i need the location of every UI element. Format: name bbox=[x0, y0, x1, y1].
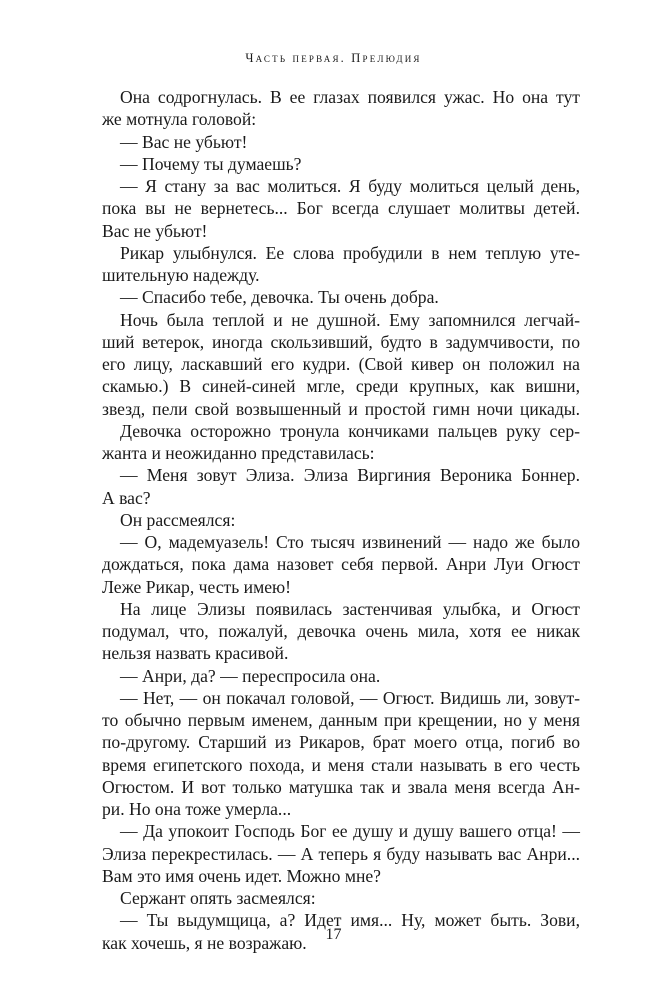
text-line: — Нет, — он покачал головой, — Огюст. Видишь ли, зовут- bbox=[120, 687, 580, 708]
text-line: — Я стану за вас молиться. Я буду молиться целый день, bbox=[120, 176, 580, 196]
text-line: — Меня зовут Элиза. Элиза Виргиния Вероника Боннер. bbox=[120, 465, 580, 486]
text-line: его лицу, ласкавший его кудри. (Свой кивер он положил на bbox=[102, 354, 580, 374]
text-line: — Вас не убьют! bbox=[120, 131, 248, 152]
text-line: Она содрогнулась. В ее глазах появился ужас. Но она тут bbox=[120, 87, 580, 107]
text-line: — Спасибо тебе, девочка. Ты очень добра. bbox=[120, 287, 439, 308]
text-line: ший ветерок, иногда скользивший, будто в задумчивости, по bbox=[102, 331, 580, 352]
page-number: 17 bbox=[325, 926, 342, 943]
text-line: Сержант опять засмеялся: bbox=[120, 888, 316, 908]
text-line: нельзя назвать красивой. bbox=[102, 643, 289, 664]
text-line: время египетского похода, и меня стали называть в его честь bbox=[102, 754, 580, 775]
text-line: — Да упокоит Господь Бог ее душу и душу вашего отца! — bbox=[120, 821, 580, 842]
text-line: жанта и неожиданно представилась: bbox=[102, 443, 375, 463]
text-line: Он рассмеялся: bbox=[120, 509, 236, 530]
text-line: Элиза перекрестилась. — А теперь я буду называть вас Анри... bbox=[102, 843, 580, 864]
text-line: шительную надежду. bbox=[102, 265, 260, 285]
text-line: — Анри, да? — переспросила она. bbox=[120, 665, 381, 686]
text-line: Рикар улыбнулся. Ее слова пробудили в нем теплую уте- bbox=[120, 242, 580, 263]
text-line: подумал, что, пожалуй, девочка очень мила, хотя ее никак bbox=[102, 621, 580, 641]
text-line: — Ты выдумщица, а? Идет имя... Ну, может быть. Зови, bbox=[120, 910, 580, 931]
text-line: На лице Элизы появилась застенчивая улыбка, и Огюст bbox=[120, 598, 580, 619]
text-line: Девочка осторожно тронула кончиками пальцев руку сер- bbox=[120, 420, 580, 441]
text-line: то обычно первым именем, данным при крещении, но у меня bbox=[102, 710, 580, 730]
text-line: Вам это имя очень идет. Можно мне? bbox=[102, 865, 381, 886]
text-line: Ночь была теплой и не душной. Ему запомнился легчай- bbox=[120, 309, 580, 330]
text-line: как хочешь, я не возражаю. bbox=[102, 932, 307, 953]
text-line: по-другому. Старший из Рикаров, брат моего отца, погиб во bbox=[102, 732, 580, 753]
text-line: дождаться, пока дама назовет себя первой. Анри Луи Огюст bbox=[102, 554, 580, 575]
text-line: скамью.) В синей-синей мгле, среди крупных, как вишни, bbox=[102, 376, 580, 397]
text-line: Леже Рикар, честь имею! bbox=[102, 576, 292, 597]
text-line: пока вы не вернетесь... Бог всегда слушает молитвы детей. bbox=[102, 198, 580, 219]
text-line: ри. Но она тоже умерла... bbox=[102, 799, 292, 819]
text-line: Вас не убьют! bbox=[102, 220, 208, 241]
text-line: — О, мадемуазель! Сто тысяч извинений — надо же было bbox=[120, 532, 580, 552]
running-header: Часть первая. Прелюдия bbox=[245, 51, 422, 65]
body-text bbox=[102, 86, 580, 954]
text-line: — Почему ты думаешь? bbox=[120, 153, 302, 174]
text-line: звезд, пели свой возвышенный и простой гимн ночи цикады. bbox=[102, 398, 580, 419]
text-line: же мотнула головой: bbox=[102, 109, 257, 130]
text-line: Огюстом. И вот только матушка так и звала меня всегда Ан- bbox=[102, 776, 580, 797]
text-line: А вас? bbox=[102, 487, 151, 508]
